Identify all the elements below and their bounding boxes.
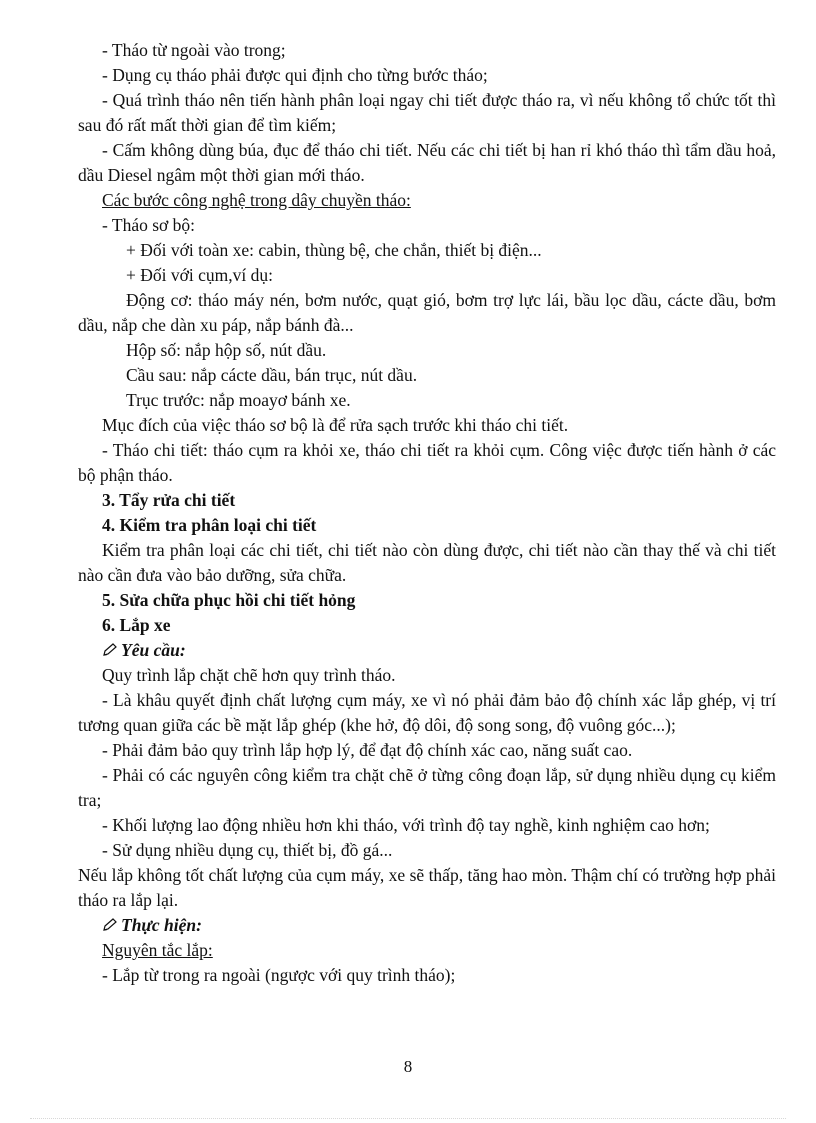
subheading-text: Yêu cầu: [121, 640, 186, 660]
text-line: + Đối với toàn xe: cabin, thùng bệ, che chắn, thiết bị điện... [126, 240, 542, 260]
text-line: - Lắp từ trong ra ngoài (ngược với quy trình tháo); [102, 965, 456, 985]
text-line: - Dụng cụ tháo phải được qui định cho từng bước tháo; [102, 65, 488, 85]
section-heading: 3. Tẩy rửa chi tiết [102, 490, 236, 510]
section-heading-underlined: Nguyên tắc lắp: [102, 940, 213, 960]
subheading-implementation [78, 913, 776, 938]
page-content [78, 38, 776, 988]
text-line: Mục đích của việc tháo sơ bộ là để rửa sạch trước khi tháo chi tiết. [102, 415, 569, 435]
text-line: Trục trước: nắp moayơ bánh xe. [126, 390, 351, 410]
pencil-icon [102, 918, 118, 932]
section-heading: 5. Sửa chữa phục hồi chi tiết hỏng [102, 590, 356, 610]
paragraph: - Tháo chi tiết: tháo cụm ra khỏi xe, tháo chi tiết ra khỏi cụm. Công việc được tiến hành ở các bộ phận tháo. [78, 440, 776, 485]
text-line: - Tháo từ ngoài vào trong; [102, 40, 286, 60]
text-line: - Tháo sơ bộ: [102, 215, 196, 235]
text-line: + Đối với cụm,ví dụ: [126, 265, 273, 285]
text-line: Hộp số: nắp hộp số, nút dầu. [126, 340, 327, 360]
text-line: Cầu sau: nắp cácte dầu, bán trục, nút dầu. [126, 365, 418, 385]
paragraph: - Cấm không dùng búa, đục để tháo chi tiết. Nếu các chi tiết bị han rỉ khó tháo thì tẩm dầu hoả, dầu Diesel ngâm một thời gian mới tháo. [78, 140, 776, 185]
section-heading: 4. Kiểm tra phân loại chi tiết [102, 515, 317, 535]
text-line: Quy trình lắp chặt chẽ hơn quy trình tháo. [102, 665, 396, 685]
paragraph: Động cơ: tháo máy nén, bơm nước, quạt gió, bơm trợ lực lái, bầu lọc dầu, cácte dầu, bơm dầu, nắp che dàn xu páp, nắp bánh đà... [78, 290, 776, 335]
paragraph: Nếu lắp không tốt chất lượng của cụm máy, xe sẽ thấp, tăng hao mòn. Thậm chí có trường hợp phải tháo ra lắp lại. [78, 865, 776, 910]
text-line: - Phải đảm bảo quy trình lắp hợp lý, để đạt độ chính xác cao, năng suất cao. [102, 740, 633, 760]
paragraph: - Là khâu quyết định chất lượng cụm máy, xe vì nó phải đảm bảo độ chính xác lắp ghép, vị trí tương quan giữa các bề mặt lắp ghép (khe hở, độ dôi, độ song song, độ vuông góc...); [78, 690, 776, 735]
paragraph: - Khối lượng lao động nhiều hơn khi tháo, với trình độ tay nghề, kinh nghiệm cao hơn; [102, 815, 710, 835]
paragraph: Kiểm tra phân loại các chi tiết, chi tiết nào còn dùng được, chi tiết nào cần thay thế và chi tiết nào cần đưa vào bảo dưỡng, sửa chữa. [78, 540, 776, 585]
footer-divider [30, 1118, 786, 1119]
section-heading: 6. Lắp xe [102, 615, 171, 635]
paragraph: - Phải có các nguyên công kiểm tra chặt chẽ ở từng công đoạn lắp, sử dụng nhiều dụng cụ kiểm tra; [78, 765, 776, 810]
subheading-text: Thực hiện: [121, 915, 202, 935]
paragraph: - Quá trình tháo nên tiến hành phân loại ngay chi tiết được tháo ra, vì nếu không tổ chức tốt thì sau đó rất mất thời gian để tìm kiếm; [78, 90, 776, 135]
section-heading-underlined: Các bước công nghệ trong dây chuyền tháo: [102, 190, 411, 210]
pencil-icon [102, 643, 118, 657]
page-number: 8 [403, 1057, 413, 1076]
subheading-requirements [78, 638, 776, 663]
text-line: - Sử dụng nhiều dụng cụ, thiết bị, đồ gá... [102, 840, 393, 860]
